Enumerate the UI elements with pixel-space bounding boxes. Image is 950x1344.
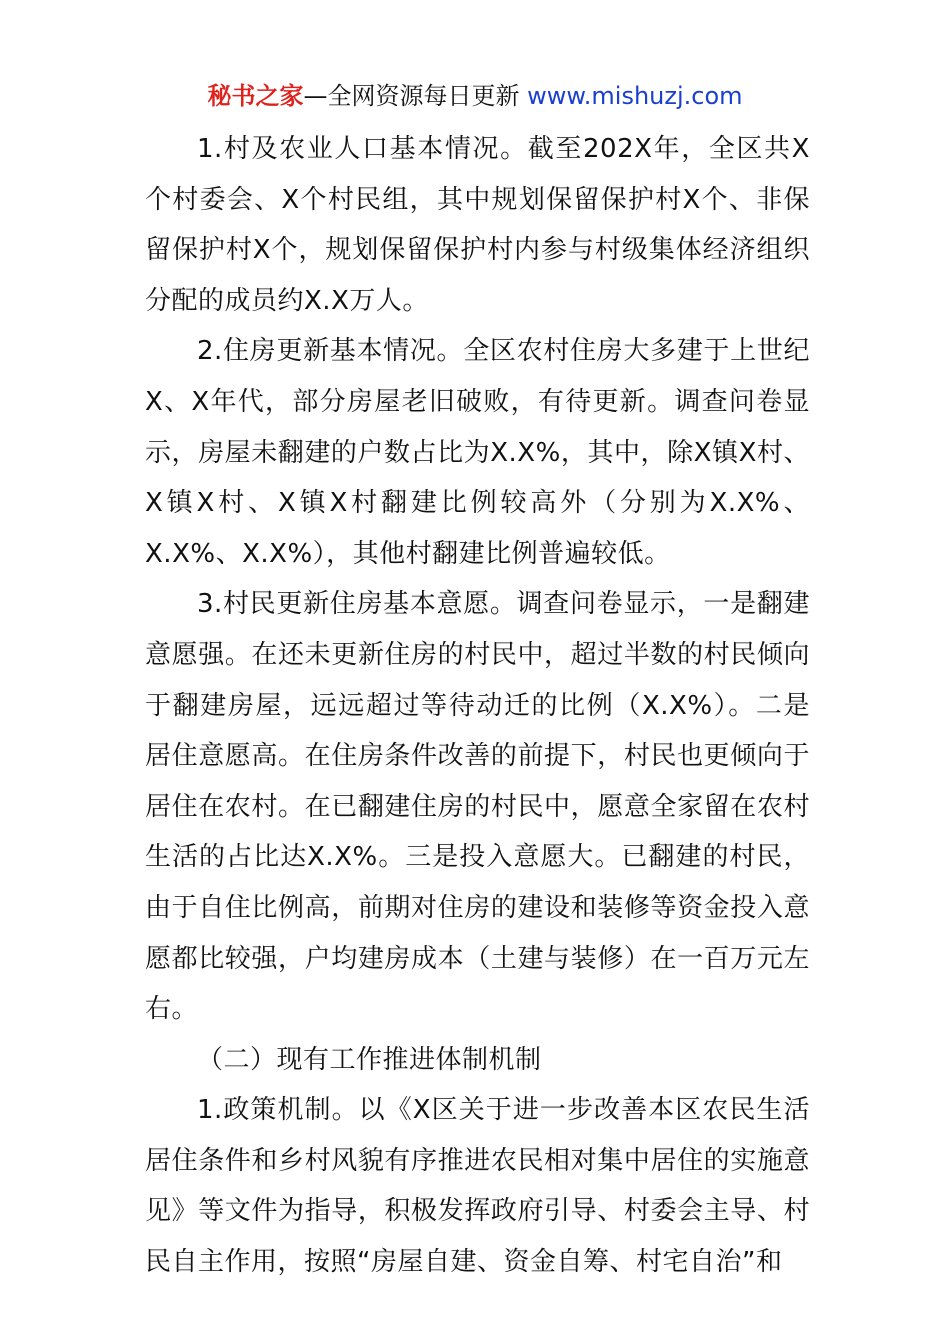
paragraph-housing-renewal: 2.住房更新基本情况。全区农村住房大多建于上世纪X、X年代，部分房屋老旧破败，有待更新。调查问卷显示，房屋未翻建的户数占比为X.X%，其中，除X镇X村、X镇X村、X镇X村翻建比例较高外（分别为X.X%、X.X%、X.X%），其他村翻建比例普遍较低。 <box>145 336 810 569</box>
brand-name: 秘书之家 <box>207 82 304 110</box>
document-body <box>145 124 810 1288</box>
paragraph-villager-willingness: 3.村民更新住房基本意愿。调查问卷显示，一是翻建意愿强。在还未更新住房的村民中，超过半数的村民倾向于翻建房屋，远远超过等待动迁的比例（X.X%）。二是居住意愿高。在住房条件改善的前提下，村民也更倾向于居住在农村。在已翻建住房的村民中，愿意全家留在农村生活的占比达X.X%。三是投入意愿大。已翻建的村民，由于自住比例高，前期对住房的建设和装修等资金投入意愿都比较强，户均建房成本（土建与装修）在一百万元左右。 <box>145 589 810 1025</box>
section-heading-work-mechanism: （二）现有工作推进体制机制 <box>197 1044 542 1075</box>
paragraph-policy-mechanism: 1.政策机制。以《X区关于进一步改善本区农民生活居住条件和乡村风貌有序推进农民相对集中居住的实施意见》等文件为指导，积极发挥政府引导、村委会主导、村民自主作用，按照“房屋自建、资金自筹、村宅自治”和 <box>145 1095 810 1278</box>
page-header <box>0 80 950 112</box>
paragraph-village-population: 1.村及农业人口基本情况。截至202X年，全区共X个村委会、X个村民组，其中规划保留保护村X个、非保留保护村X个，规划保留保护村内参与村级集体经济组织分配的成员约X.X万人。 <box>145 134 810 316</box>
header-tagline: —全网资源每日更新 <box>303 82 520 110</box>
site-url[interactable]: www.mishuzj.com <box>527 82 743 110</box>
